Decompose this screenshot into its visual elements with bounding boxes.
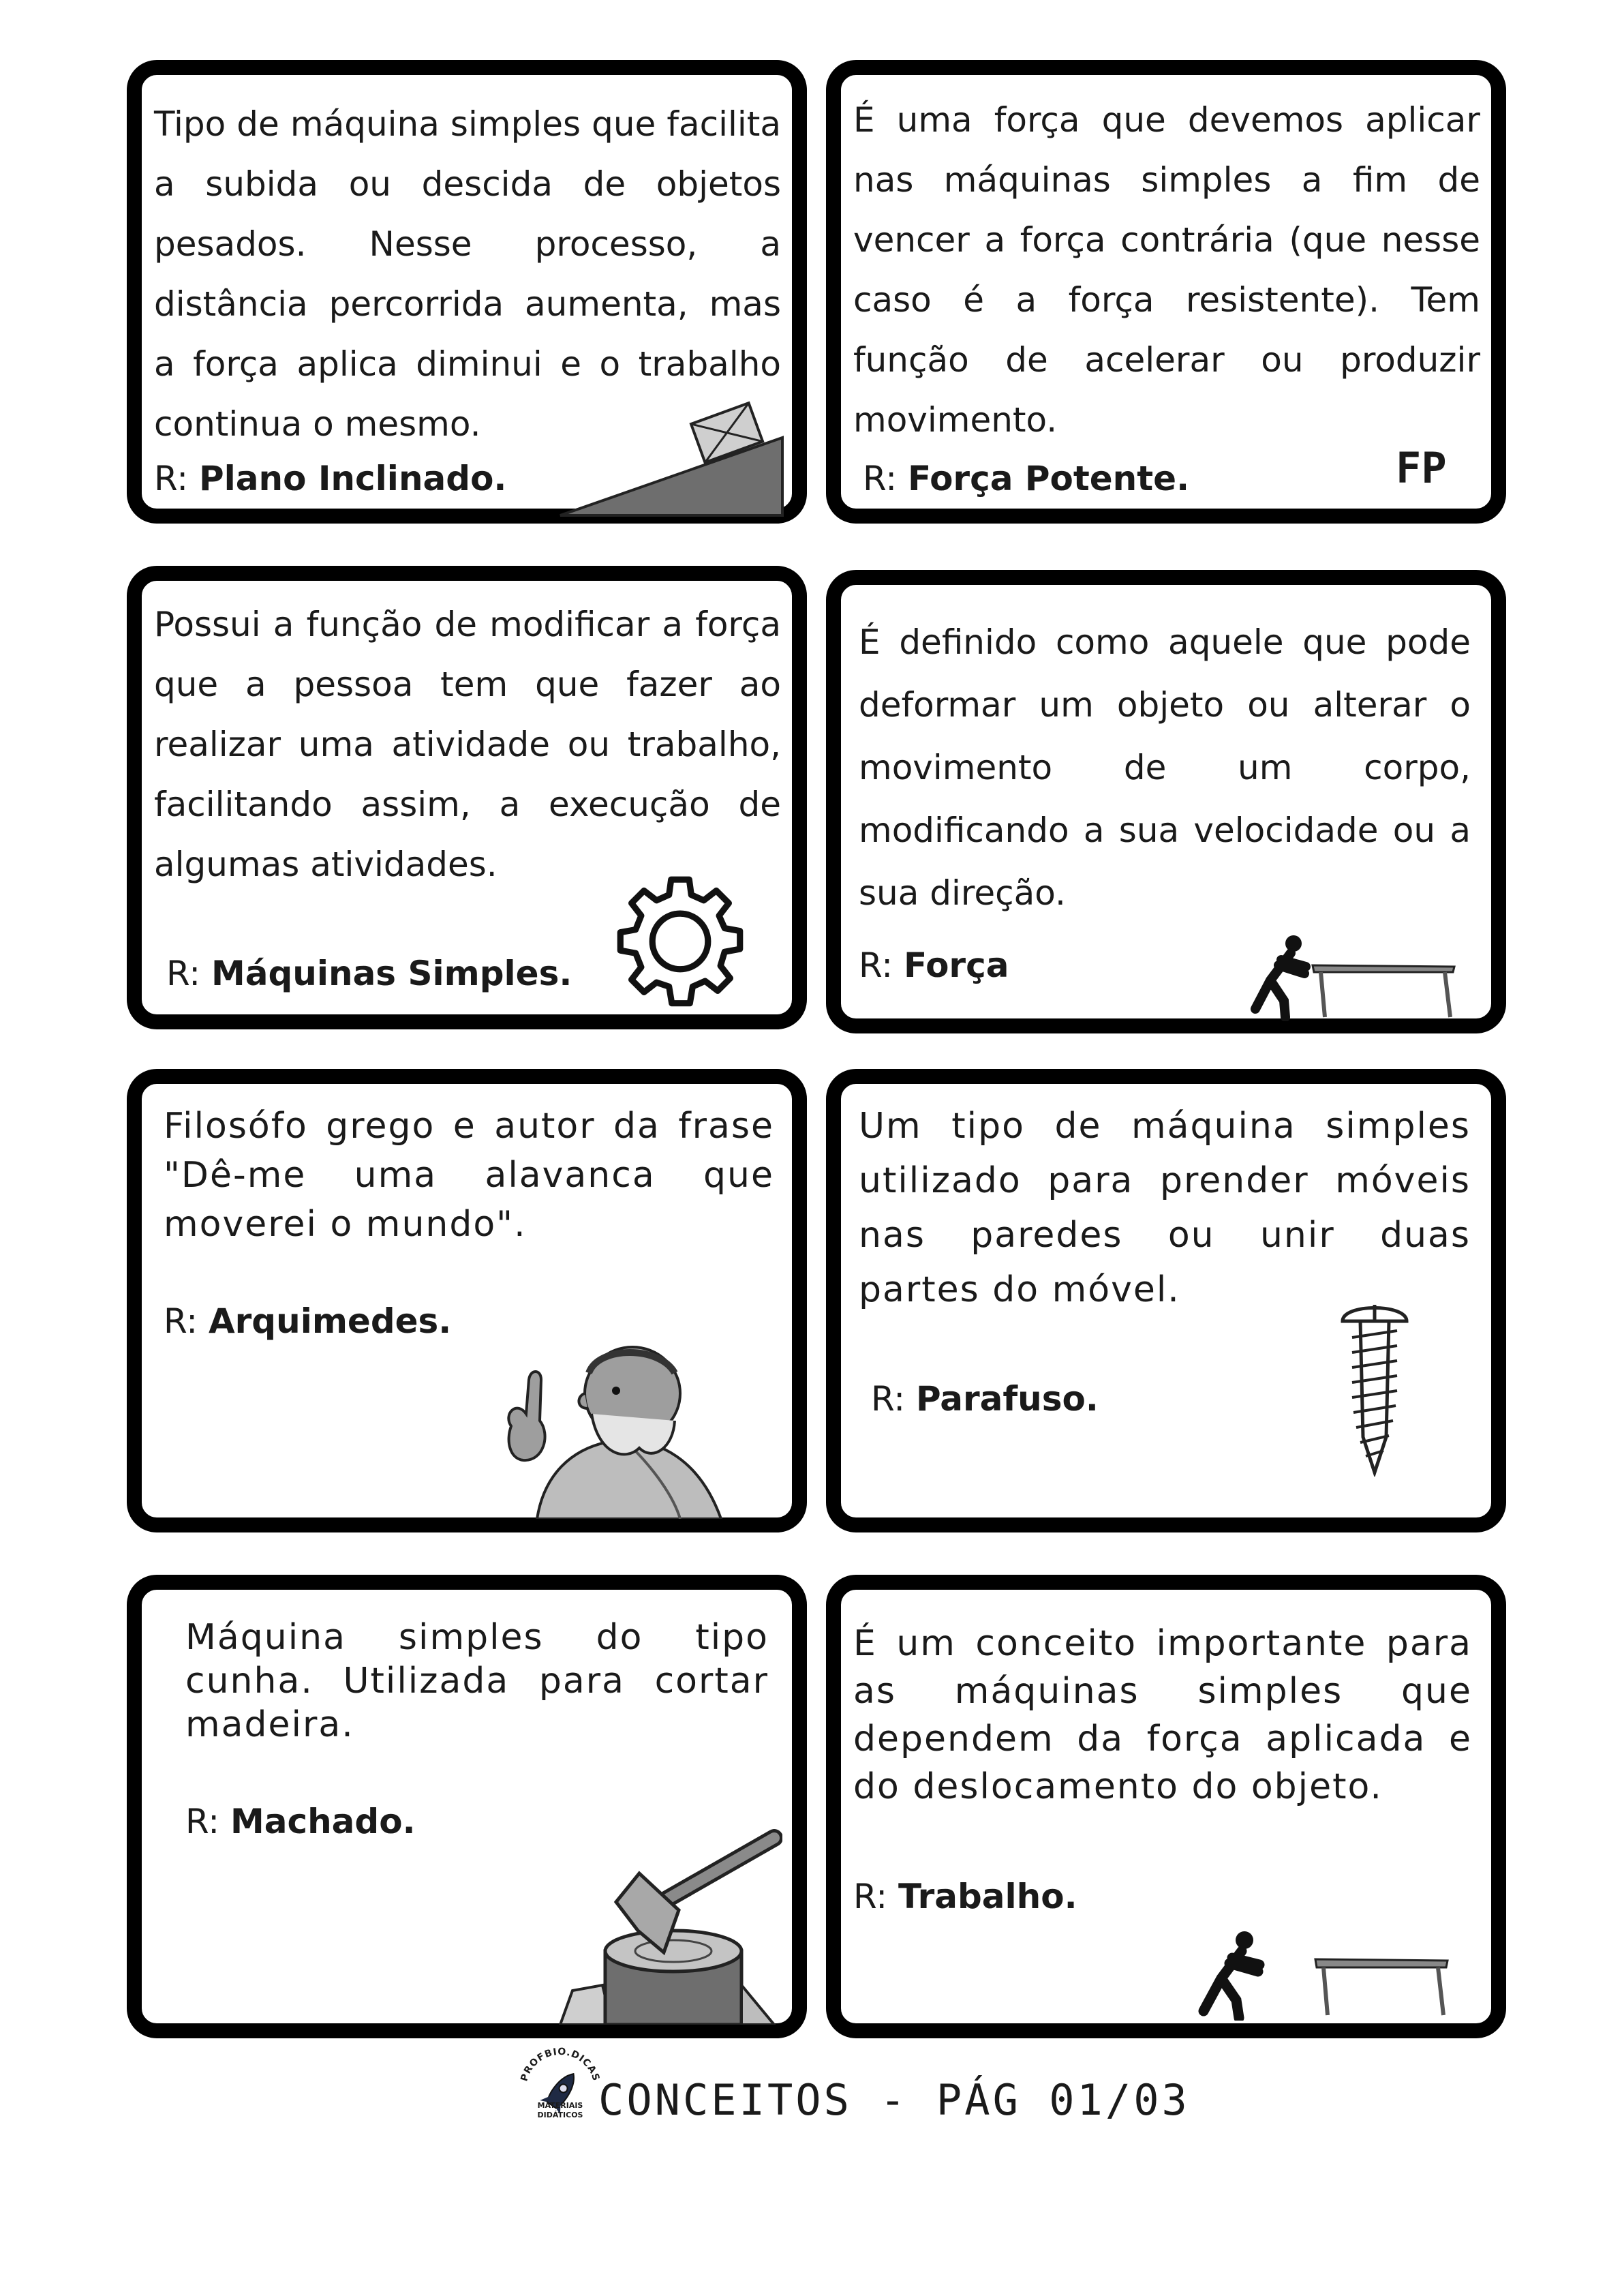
gear-icon: [611, 874, 750, 1013]
card-answer: R: Força: [859, 946, 1009, 985]
card-maquinas-simples: [127, 566, 807, 1029]
card-arquimedes: [127, 1069, 807, 1532]
logo-subtext: MATERIAIS DIDÁTICOS: [537, 2101, 583, 2119]
person-pushing-table-icon: [1236, 933, 1468, 1021]
card-question: Um tipo de máquina simples utilizado para prender móveis nas paredes ou unir duas partes do móvel.: [859, 1106, 1471, 1310]
card-trabalho: [826, 1575, 1506, 2038]
card-answer: R: Trabalho.: [853, 1877, 1077, 1916]
card-question: Máquina simples do tipo cunha. Utilizada para cortar madeira.: [185, 1617, 769, 1745]
card-question: É uma força que devemos aplicar nas máquinas simples a fim de vencer a força contrária (que nesse caso é a força resistente). Tem função de acelerar ou produzir movimento.: [853, 100, 1480, 440]
inclined-plane-icon: [557, 389, 789, 518]
card-answer: R: Força Potente.: [863, 459, 1190, 498]
card-plano-inclinado: [127, 60, 807, 524]
card-answer: R: Arquimedes.: [164, 1301, 452, 1341]
svg-text:PROFBIO.DICAS: [519, 2046, 601, 2083]
page-footer-label: CONCEITOS - PÁG 01/03: [598, 2075, 1190, 2125]
screw-icon: [1337, 1301, 1412, 1477]
person-pushing-table-icon: [1182, 1928, 1454, 2021]
card-question: Filosófo grego e autor da frase "Dê-me uma alavanca que moverei o mundo".: [164, 1106, 774, 1245]
card-forca: [826, 570, 1506, 1033]
card-answer: R: Machado.: [185, 1802, 416, 1841]
logo-text: PROFBIO.DICAS: [519, 2046, 602, 2083]
card-parafuso: [826, 1069, 1506, 1532]
card-question: É um conceito importante para as máquinas simples que dependem da força aplicada e do deslocamento do objeto.: [853, 1623, 1472, 1807]
card-answer: R: Plano Inclinado.: [154, 459, 507, 498]
card-answer: R: Parafuso.: [871, 1379, 1099, 1419]
fp-tag: FP: [1396, 443, 1447, 493]
card-machado: [127, 1575, 807, 2038]
card-question: É definido como aquele que pode deformar um objeto ou alterar o movimento de um corpo, modificando a sua velocidade ou a sua direção.: [859, 622, 1471, 913]
archimedes-illustration: [496, 1346, 741, 1519]
card-answer: R: Máquinas Simples.: [166, 954, 572, 993]
card-question: Tipo de máquina simples que facilita a subida ou descida de objetos pesados. Nesse processo, a distância percorrida aumenta, mas a força aplica diminui e o trabalho continua o mesmo.: [154, 104, 781, 444]
axe-in-stump-icon: [557, 1828, 782, 2025]
card-question: Possui a função de modificar a força que a pessoa tem que fazer ao realizar uma atividade ou trabalho, facilitando assim, a execução de algumas atividades.: [154, 605, 781, 884]
card-forca-potente: [826, 60, 1506, 524]
